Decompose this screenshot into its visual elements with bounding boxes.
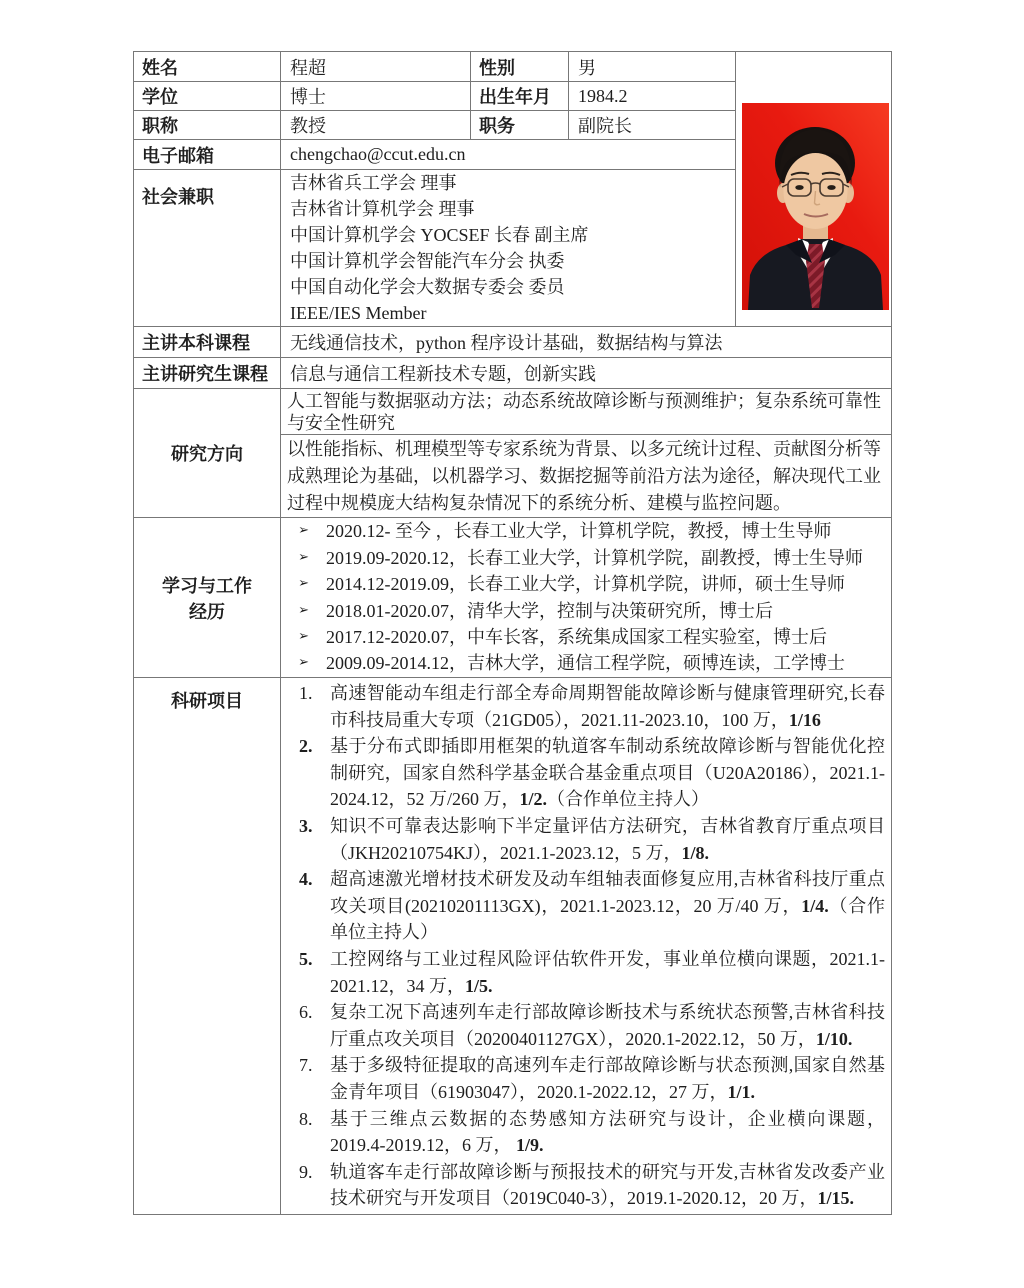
arrow-bullet-icon: ➢ bbox=[298, 628, 309, 644]
social-position-item: 中国计算机学会智能汽车分会 执委 bbox=[290, 251, 565, 271]
project-item-number: 9. bbox=[299, 1161, 313, 1182]
title-label: 职称 bbox=[134, 111, 281, 140]
project-item bbox=[287, 1052, 885, 1105]
project-item-text: 复杂工况下高速列车走行部故障诊断技术与系统状态预警,吉林省科技厅重点攻关项目（20200401127GX），2020.1-2022.12，50 万，1/10. bbox=[330, 1002, 885, 1049]
position-label: 职务 bbox=[471, 111, 569, 140]
project-item bbox=[287, 813, 885, 866]
birth-label: 出生年月 bbox=[471, 82, 569, 111]
name-label: 姓名 bbox=[134, 52, 281, 82]
social-position-item: 吉林省兵工学会 理事 bbox=[290, 173, 457, 193]
experience-label bbox=[134, 518, 281, 678]
project-item-text: 基于多级特征提取的高速列车走行部故障诊断与状态预测,国家自然基金青年项目（61903047），2020.1-2022.12，27 万，1/1. bbox=[330, 1055, 885, 1102]
project-item-number: 7. bbox=[299, 1055, 313, 1076]
social-position-item: IEEE/IES Member bbox=[290, 303, 427, 323]
project-item-text: 知识不可靠表达影响下半定量评估方法研究，吉林省教育厅重点项目（JKH20210754KJ），2021.1-2023.12，5 万，1/8. bbox=[330, 816, 885, 863]
project-item bbox=[287, 866, 885, 946]
project-item-text: 工控网络与工业过程风险评估软件开发，事业单位横向课题，2021.1-2021.12，34 万，1/5. bbox=[330, 949, 885, 996]
faculty-profile-table bbox=[133, 51, 892, 1215]
experience-item bbox=[287, 518, 885, 544]
birth-value: 1984.2 bbox=[569, 82, 736, 111]
project-item-number: 4. bbox=[299, 869, 313, 890]
project-item-number: 5. bbox=[299, 949, 313, 969]
experience-item-text: 2020.12- 至今 ，长春工业大学，计算机学院，教授，博士生导师 bbox=[326, 521, 832, 542]
experience-item-text: 2017.12-2020.07，中车长客，系统集成国家工程实验室，博士后 bbox=[326, 626, 827, 647]
project-item-number: 8. bbox=[299, 1108, 313, 1129]
degree-label: 学位 bbox=[134, 82, 281, 111]
experience-item-text: 2014.12-2019.09，长春工业大学，计算机学院，讲师，硕士生导师 bbox=[326, 574, 845, 595]
project-item bbox=[287, 1159, 885, 1212]
project-item bbox=[287, 999, 885, 1052]
research-direction-para1: 人工智能与数据驱动方法；动态系统故障诊断与预测维护；复杂系统可靠性与安全性研究 bbox=[281, 389, 892, 435]
project-item-number: 3. bbox=[299, 816, 313, 837]
portrait-photo bbox=[742, 103, 889, 310]
experience-item bbox=[287, 624, 885, 650]
project-item bbox=[287, 733, 885, 813]
project-item-number: 1. bbox=[299, 683, 313, 704]
experience-item-text: 2019.09-2020.12，长春工业大学，计算机学院，副教授，博士生导师 bbox=[326, 547, 863, 568]
position-value: 副院长 bbox=[569, 111, 736, 140]
degree-value: 博士 bbox=[281, 82, 471, 111]
project-item-number: 6. bbox=[299, 1002, 313, 1023]
undergrad-course-value: 无线通信技术，python 程序设计基础，数据结构与算法 bbox=[281, 327, 892, 358]
social-position-item: 中国计算机学会 YOCSEF 长春 副主席 bbox=[290, 225, 589, 245]
experience-item bbox=[287, 598, 885, 624]
project-item bbox=[287, 680, 885, 733]
gender-label: 性别 bbox=[471, 52, 569, 82]
projects-list bbox=[281, 678, 892, 1215]
experience-item bbox=[287, 545, 885, 571]
title-value: 教授 bbox=[281, 111, 471, 140]
research-direction-para2: 以性能指标、机理模型等专家系统为背景、以多元统计过程、贡献图分析等成熟理论为基础，以机器学习、数据挖掘等前沿方法为途径，解决现代工业过程中规模庞大结构复杂情况下的系统分析、建模与监控问题。 bbox=[281, 435, 892, 518]
arrow-bullet-icon: ➢ bbox=[298, 576, 309, 592]
experience-item bbox=[287, 571, 885, 597]
experience-item-text: 2018.01-2020.07，清华大学，控制与决策研究所，博士后 bbox=[326, 600, 773, 621]
project-item-text: 高速智能动车组走行部全寿命周期智能故障诊断与健康管理研究,长春市科技局重大专项（21GD05），2021.11-2023.10，100 万，1/16 bbox=[330, 683, 885, 730]
social-positions-list bbox=[281, 170, 736, 327]
research-direction-label: 研究方向 bbox=[134, 389, 281, 518]
grad-course-value: 信息与通信工程新技术专题，创新实践 bbox=[281, 358, 892, 389]
email-label: 电子邮箱 bbox=[134, 140, 281, 170]
experience-item bbox=[287, 650, 885, 676]
experience-label-line2: 经历 bbox=[189, 601, 225, 622]
experience-item-text: 2009.09-2014.12，吉林大学，通信工程学院，硕博连读，工学博士 bbox=[326, 653, 845, 674]
project-item bbox=[287, 946, 885, 999]
experience-label-line1: 学习与工作 bbox=[162, 575, 252, 596]
arrow-bullet-icon: ➢ bbox=[298, 549, 309, 565]
undergrad-course-label: 主讲本科课程 bbox=[134, 327, 281, 358]
name-value: 程超 bbox=[281, 52, 471, 82]
social-position-item: 中国自动化学会大数据专委会 委员 bbox=[290, 277, 565, 297]
experience-list bbox=[281, 518, 892, 678]
project-item-text: 基于三维点云数据的态势感知方法研究与设计，企业横向课题，2019.4-2019.12，6 万， 1/9. bbox=[330, 1108, 885, 1156]
grad-course-label: 主讲研究生课程 bbox=[134, 358, 281, 389]
social-position-item: 吉林省计算机学会 理事 bbox=[290, 199, 475, 219]
gender-value: 男 bbox=[569, 52, 736, 82]
projects-label: 科研项目 bbox=[134, 678, 281, 1215]
social-positions-label: 社会兼职 bbox=[134, 170, 281, 327]
project-item-number: 2. bbox=[299, 736, 313, 757]
email-value: chengchao@ccut.edu.cn bbox=[281, 140, 736, 170]
arrow-bullet-icon: ➢ bbox=[298, 602, 309, 618]
project-item bbox=[287, 1106, 885, 1159]
arrow-bullet-icon: ➢ bbox=[298, 523, 309, 539]
project-item-text: 轨道客车走行部故障诊断与预报技术的研究与开发,吉林省发改委产业技术研究与开发项目（2019C040-3），2019.1-2020.12，20 万，1/15. bbox=[330, 1161, 885, 1209]
arrow-bullet-icon: ➢ bbox=[298, 655, 309, 671]
project-item-text: 基于分布式即插即用框架的轨道客车制动系统故障诊断与智能优化控制研究，国家自然科学基金联合基金重点项目（U20A20186），2021.1-2024.12，52 万/260 万，1/2.（合作单位主持人） bbox=[330, 736, 885, 810]
photo-cell bbox=[736, 52, 892, 327]
project-item-text: 超高速激光增材技术研发及动车组轴表面修复应用,吉林省科技厅重点攻关项目(20210201113GX)，2021.1-2023.12，20 万/40 万，1/4.（合作单位主持人） bbox=[330, 869, 885, 943]
